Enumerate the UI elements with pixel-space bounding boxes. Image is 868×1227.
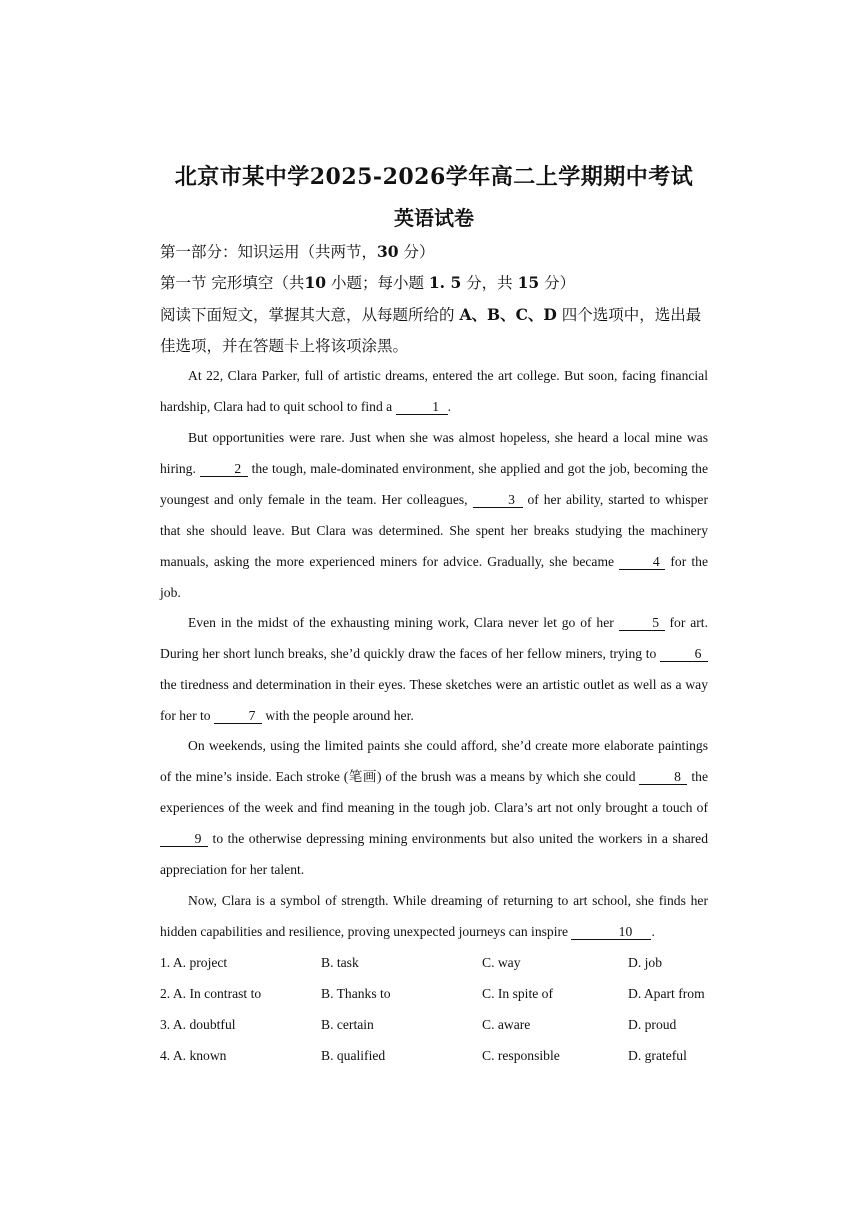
option-a: 4. A. known [160,1048,227,1063]
option-a: 2. A. In contrast to [160,986,262,1001]
blank-2: 2 [200,461,248,477]
blank-9: 9 [160,831,208,847]
option-b: B. task [321,955,359,970]
blank-6: 6 [660,646,708,662]
question-options-row [160,986,720,1006]
option-c: C. responsible [482,1048,560,1063]
instruction-line-1: 阅读下面短文，掌握其大意，从每题所给的 A、B、C、D 四个选项中，选出最 [160,305,702,324]
instruction-line-2: 佳选项，并在答题卡上将该项涂黑。 [160,337,409,355]
option-b: B. certain [321,1017,374,1032]
blank-5: 5 [619,615,665,631]
passage-paragraph-5: Now, Clara is a symbol of strength. While dreaming of returning to art school, she finds her hidden capabilities and resilience, proving unexpected journeys can inspire 10 . [160,893,708,939]
passage-paragraph-1: At 22, Clara Parker, full of artistic dreams, entered the art college. But soon, facing financial hardship, Clara had to quit school to find a 1 . [160,368,708,414]
option-d: D. grateful [628,1048,687,1063]
option-d: D. job [628,955,662,970]
question-options-row [160,1017,720,1037]
option-c: C. way [482,955,521,970]
passage-paragraph-3: Even in the midst of the exhausting mining work, Clara never let go of her 5 for art. During her short lunch breaks, she’d quickly draw the faces of her fellow miners, trying to 6 the tiredness and determination in their eyes. These sketches were an artistic outlet as well as a way for her to 7 with the people around her. [160,615,708,723]
question-options-row [160,955,720,975]
option-a: 1. A. project [160,955,228,970]
blank-8: 8 [639,769,687,785]
option-d: D. proud [628,1017,677,1032]
blank-1: 1 [396,399,448,415]
blank-10: 10 [571,924,651,940]
option-a: 3. A. doubtful [160,1017,236,1032]
option-c: C. In spite of [482,986,553,1001]
blank-3: 3 [473,492,523,508]
passage-paragraph-2: But opportunities were rare. Just when she was almost hopeless, she heard a local mine was hiring. 2 the tough, male-dominated environment, she applied and got the job, becoming the youngest and only female in the team. Her colleagues, 3 of her ability, started to whisper that she should leave. But Clara was determined. She spent her breaks studying the machinery manuals, asking the more experienced miners for advice. Gradually, she became 4 for the job. [160,430,708,600]
question-options-row [160,1048,720,1068]
option-b: B. Thanks to [321,986,391,1001]
blank-4: 4 [619,554,665,570]
exam-subtitle: 英语试卷 [394,206,474,230]
exam-title: 北京市某中学2025-2026学年高二上学期期中考试 [174,164,694,190]
option-b: B. qualified [321,1048,386,1063]
blank-7: 7 [214,708,262,724]
option-c: C. aware [482,1017,531,1032]
part-heading: 第一部分：知识运用（共两节，30 分） [160,242,435,261]
passage-paragraph-4: On weekends, using the limited paints she could afford, she’d create more elaborate paintings of the mine’s inside. Each stroke (笔画) of the brush was a means by which she could 8 the experiences of the week and find meaning in the tough job. Clara’s art not only brought a touch of 9 to the otherwise depressing mining environments but also united the workers in a shared appreciation for her talent. [160,738,708,877]
section-heading: 第一节 完形填空（共10 小题；每小题 1. 5 分，共 15 分） [160,273,576,292]
option-d: D. Apart from [628,986,705,1001]
